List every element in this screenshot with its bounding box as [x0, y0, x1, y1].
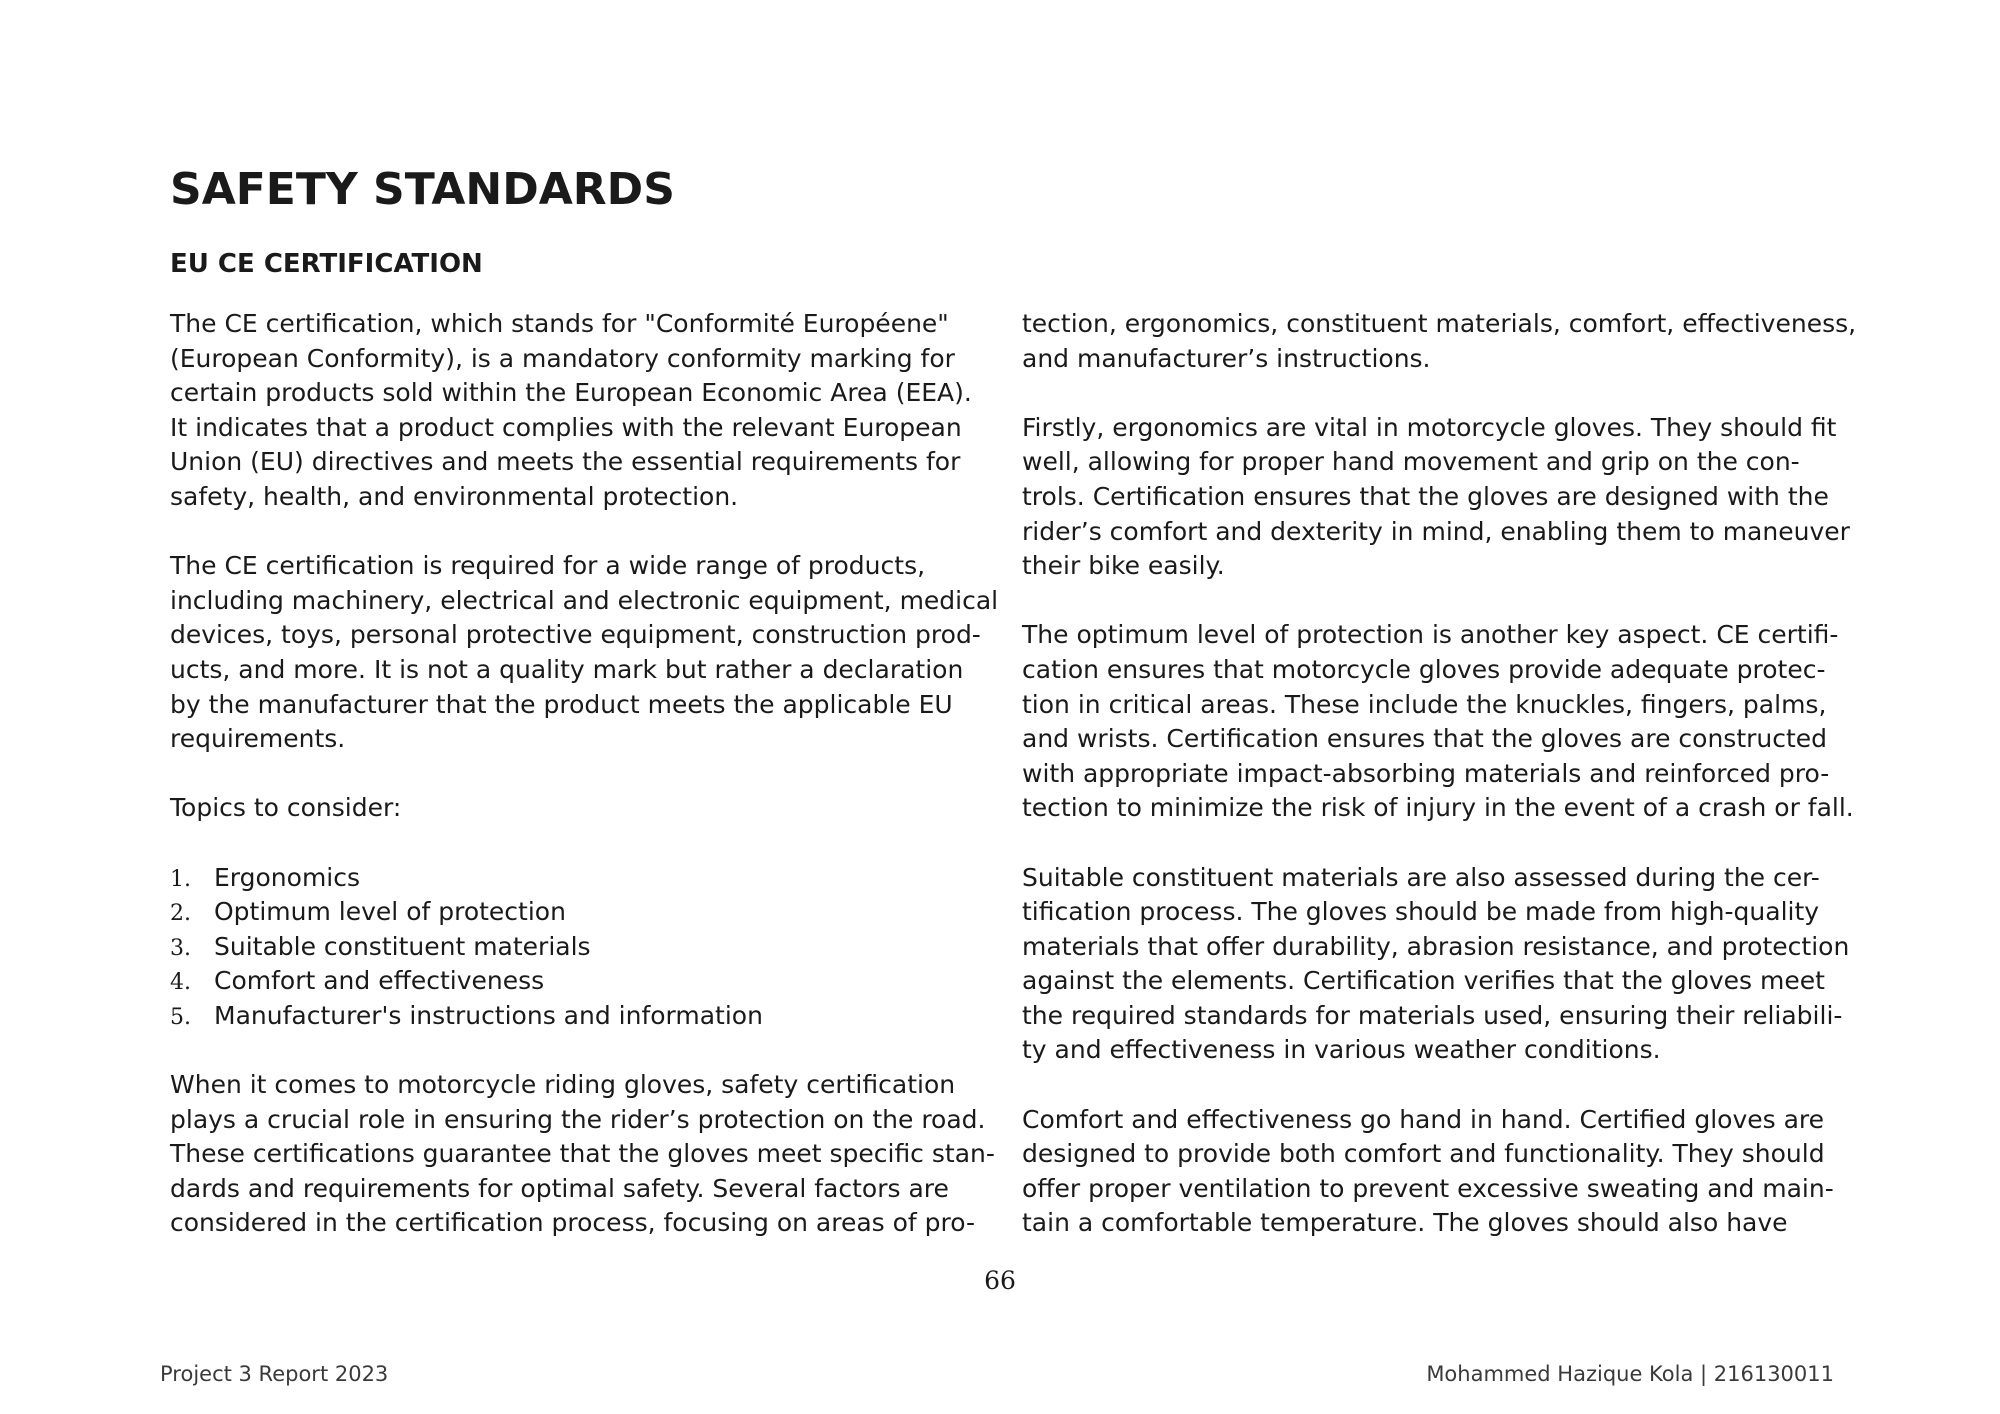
text-line: tification process. The gloves should be made from high-quality: [1022, 897, 1820, 927]
paragraph-spacer: [1022, 376, 1852, 411]
paragraph-spacer: [170, 757, 1000, 792]
list-number: 4.: [170, 970, 191, 996]
paragraph-spacer: [170, 1033, 1000, 1068]
list-item-text: Ergonomics: [214, 862, 361, 892]
text-line: rider’s comfort and dexterity in mind, enabling them to maneuver: [1022, 516, 1850, 546]
text-line: ty and effectiveness in various weather conditions.: [1022, 1035, 1661, 1065]
text-line: tion in critical areas. These include the knuckles, fingers, palms,: [1022, 689, 1827, 719]
paragraph: [1022, 618, 1852, 826]
text-line: requirements.: [170, 724, 346, 754]
text-line: tain a comfortable temperature. The gloves should also have: [1022, 1208, 1788, 1238]
paragraph-spacer: [1022, 584, 1852, 619]
left-text-column: [170, 307, 1000, 1241]
text-line: The optimum level of protection is another key aspect. CE certifi-: [1022, 620, 1839, 650]
list-item: [170, 895, 1000, 930]
paragraph: [170, 549, 1000, 757]
text-line: with appropriate impact-absorbing materials and reinforced pro-: [1022, 758, 1830, 788]
text-line: considered in the certification process, focusing on areas of pro-: [170, 1208, 976, 1238]
list-number: 5.: [170, 1004, 191, 1030]
list-item: [170, 861, 1000, 896]
text-line: dards and requirements for optimal safety. Several factors are: [170, 1173, 949, 1203]
text-line: the required standards for materials used, ensuring their reliabili-: [1022, 1000, 1843, 1030]
text-line: The CE certification, which stands for "Conformité Européene": [170, 309, 949, 338]
section-heading: EU CE CERTIFICATION: [170, 249, 483, 279]
paragraph-spacer: [170, 826, 1000, 861]
text-line: When it comes to motorcycle riding gloves, safety certification: [170, 1070, 956, 1100]
text-line: The CE certification is required for a wide range of products,: [170, 551, 926, 581]
text-line: These certifications guarantee that the gloves meet specific stan-: [170, 1139, 995, 1169]
list-item-text: Manufacturer's instructions and information: [214, 1000, 763, 1030]
list-item-text: Optimum level of protection: [214, 897, 566, 927]
topics-intro: Topics to consider:: [170, 793, 402, 823]
list-item: [170, 964, 1000, 999]
paragraph: [170, 1068, 1000, 1241]
text-line: Firstly, ergonomics are vital in motorcycle gloves. They should fit: [1022, 412, 1837, 442]
text-line: (European Conformity), is a mandatory conformity marking for: [170, 343, 955, 373]
list-item-text: Suitable constituent materials: [214, 931, 591, 961]
text-line: designed to provide both comfort and functionality. They should: [1022, 1139, 1825, 1169]
text-line: It indicates that a product complies with the relevant European: [170, 412, 962, 442]
paragraph: [1022, 1103, 1852, 1241]
list-item: [170, 930, 1000, 965]
list-item-text: Comfort and effectiveness: [214, 966, 545, 996]
text-line: and wrists. Certification ensures that the gloves are constructed: [1022, 724, 1828, 754]
topics-list: [170, 861, 1000, 1034]
text-line: cation ensures that motorcycle gloves provide adequate protec-: [1022, 654, 1826, 684]
text-line: tection, ergonomics, constituent materials, comfort, effectiveness,: [1022, 309, 1857, 338]
text-line: certain products sold within the European Economic Area (EEA).: [170, 378, 972, 408]
text-line: and manufacturer’s instructions.: [1022, 343, 1431, 373]
page-number: 66: [984, 1266, 1016, 1295]
text-line: trols. Certification ensures that the gloves are designed with the: [1022, 481, 1829, 511]
text-line: Union (EU) directives and meets the essential requirements for: [170, 447, 961, 477]
text-line: safety, health, and environmental protection.: [170, 481, 739, 511]
text-line: plays a crucial role in ensuring the rider’s protection on the road.: [170, 1104, 986, 1134]
list-number: 3.: [170, 935, 191, 961]
text-line: including machinery, electrical and electronic equipment, medical: [170, 585, 999, 615]
paragraph-spacer: [170, 515, 1000, 550]
text-line: their bike easily.: [1022, 551, 1225, 581]
paragraph-spacer: [1022, 1068, 1852, 1103]
text-line: offer proper ventilation to prevent excessive sweating and main-: [1022, 1173, 1834, 1203]
footer-project-label: Project 3 Report 2023: [160, 1362, 389, 1386]
text-line: materials that offer durability, abrasion resistance, and protection: [1022, 931, 1850, 961]
paragraph: [1022, 861, 1852, 1069]
text-line: devices, toys, personal protective equipment, construction prod-: [170, 620, 981, 650]
text-line: against the elements. Certification verifies that the gloves meet: [1022, 966, 1825, 996]
footer-author-label: Mohammed Hazique Kola | 216130011: [1426, 1362, 1834, 1386]
list-item: [170, 999, 1000, 1034]
list-number: 1.: [170, 866, 191, 892]
text-line: well, allowing for proper hand movement and grip on the con-: [1022, 447, 1800, 477]
paragraph: [1022, 307, 1857, 376]
page-title: SAFETY STANDARDS: [170, 164, 675, 215]
text-line: Suitable constituent materials are also assessed during the cer-: [1022, 862, 1820, 892]
text-line: tection to minimize the risk of injury in the event of a crash or fall.: [1022, 793, 1854, 823]
paragraph-spacer: [1022, 826, 1852, 861]
text-line: ucts, and more. It is not a quality mark but rather a declaration: [170, 654, 964, 684]
paragraph: [170, 307, 1000, 515]
right-text-column: [1022, 307, 1857, 1241]
paragraph: [1022, 411, 1852, 584]
list-number: 2.: [170, 901, 191, 927]
text-line: Comfort and effectiveness go hand in hand. Certified gloves are: [1022, 1104, 1825, 1134]
text-line: by the manufacturer that the product meets the applicable EU: [170, 689, 953, 719]
